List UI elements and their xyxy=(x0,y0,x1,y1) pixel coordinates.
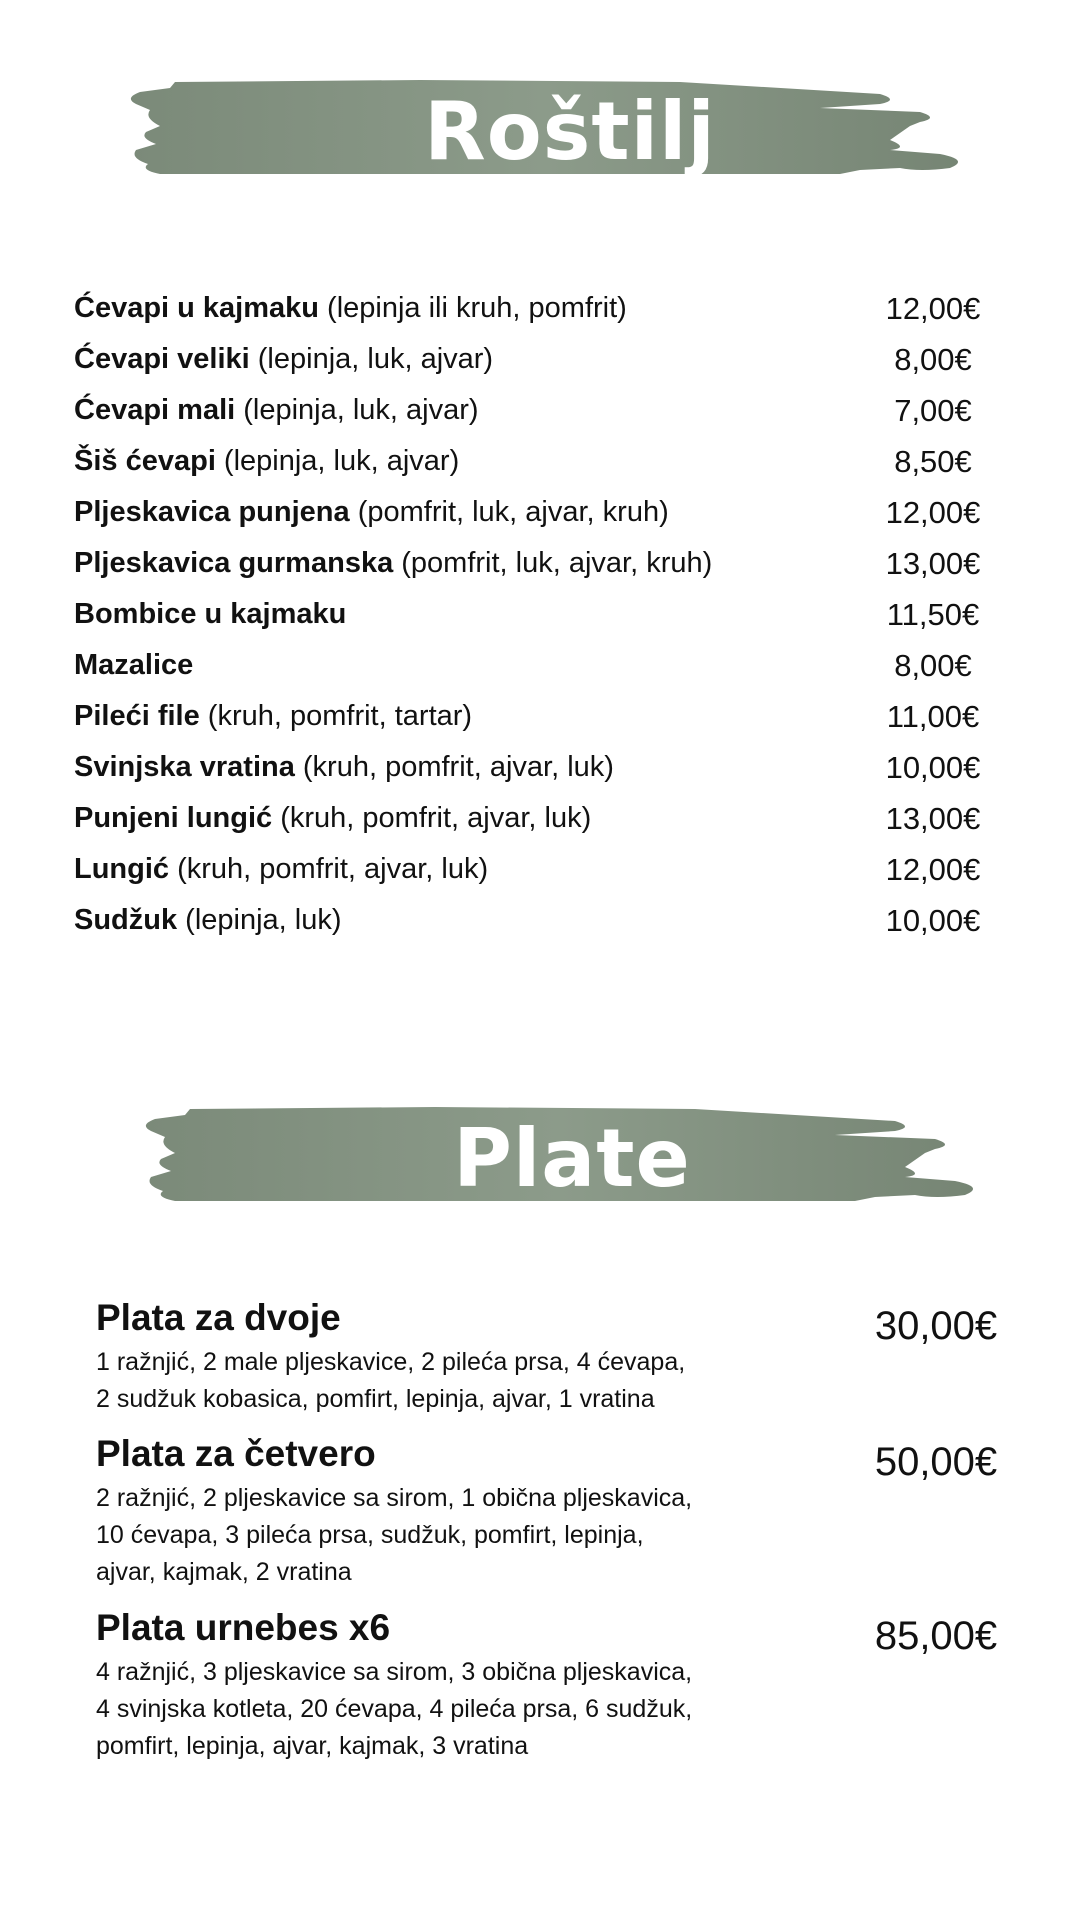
platter-price: 50,00€ xyxy=(874,1440,998,1484)
platter-description-line: 1 ražnjić, 2 male pljeskavice, 2 pileća prsa, 4 ćevapa, xyxy=(96,1348,686,1376)
menu-item-price: 8,50€ xyxy=(894,444,972,479)
platter-description-line: pomfirt, lepinja, ajvar, kajmak, 3 vratina xyxy=(96,1732,529,1760)
menu-item-description: (lepinja ili kruh, pomfrit) xyxy=(319,292,627,324)
platter-description-line: 4 svinjska kotleta, 20 ćevapa, 4 pileća prsa, 6 sudžuk, xyxy=(96,1695,693,1723)
menu-item-name: Sudžuk xyxy=(74,904,178,936)
menu-item-row xyxy=(74,589,994,640)
menu-item-price: 7,00€ xyxy=(894,393,972,428)
menu-item-description: (kruh, pomfrit, ajvar, luk) xyxy=(169,853,489,885)
menu-item-price: 11,50€ xyxy=(886,597,980,632)
menu-item-name: Mazalice xyxy=(74,649,194,681)
platter-item xyxy=(96,1606,1016,1765)
menu-item-name: Ćevapi u kajmaku xyxy=(74,292,319,324)
section-title: Roštilj xyxy=(424,85,716,178)
menu-item-name: Ćevapi mali xyxy=(74,394,236,426)
platter-title: Plata urnebes x6 xyxy=(96,1607,391,1648)
menu-item-price: 8,00€ xyxy=(894,342,972,377)
section-title: Plate xyxy=(453,1112,691,1205)
platter-title: Plata za dvoje xyxy=(96,1297,341,1338)
menu-item-row xyxy=(74,844,994,895)
menu-item-name: Bombice u kajmaku xyxy=(74,598,347,630)
platter-description-line: 10 ćevapa, 3 pileća prsa, sudžuk, pomfirt, lepinja, xyxy=(96,1521,644,1549)
menu-item-row xyxy=(74,334,994,385)
menu-item-description: (kruh, pomfrit, ajvar, luk) xyxy=(294,751,614,783)
menu-item-name: Lungić xyxy=(74,853,170,885)
menu-item-price: 11,00€ xyxy=(886,699,980,734)
menu-item-row xyxy=(74,742,994,793)
platter-description-line: 2 sudžuk kobasica, pomfirt, lepinja, ajvar, 1 vratina xyxy=(96,1385,655,1413)
platter-description xyxy=(96,1344,1016,1418)
platter-price: 85,00€ xyxy=(874,1614,998,1658)
menu-item-price: 10,00€ xyxy=(885,750,981,785)
platter-description-line: ajvar, kajmak, 2 vratina xyxy=(96,1558,352,1586)
menu-item-description: (lepinja, luk) xyxy=(177,904,342,936)
menu-item-name: Pljeskavica punjena xyxy=(74,496,350,528)
platter-price: 30,00€ xyxy=(874,1304,998,1348)
menu-item-price: 10,00€ xyxy=(885,903,981,938)
menu-item-description: (pomfrit, luk, ajvar, kruh) xyxy=(393,547,713,579)
menu-item-description: (pomfrit, luk, ajvar, kruh) xyxy=(349,496,669,528)
menu-item-price: 12,00€ xyxy=(885,495,981,530)
section-banner-rostilj xyxy=(120,78,980,178)
menu-item-name: Svinjska vratina xyxy=(74,751,295,783)
menu-item-name: Pileći file xyxy=(74,700,200,732)
menu-item-row xyxy=(74,385,994,436)
menu-item-price: 12,00€ xyxy=(885,291,981,326)
menu-item-name: Ćevapi veliki xyxy=(74,343,250,375)
menu-item-description: (kruh, pomfrit, tartar) xyxy=(199,700,473,732)
menu-item-row xyxy=(74,283,994,334)
platter-description-line: 2 ražnjić, 2 pljeskavice sa sirom, 1 obična pljeskavica, xyxy=(96,1484,693,1512)
menu-item-row xyxy=(74,895,994,946)
menu-item-price: 12,00€ xyxy=(885,852,981,887)
menu-item-description: (kruh, pomfrit, ajvar, luk) xyxy=(272,802,592,834)
menu-item-price: 13,00€ xyxy=(885,801,981,836)
menu-item-name: Pljeskavica gurmanska xyxy=(74,547,394,579)
menu-item-price: 8,00€ xyxy=(894,648,972,683)
platter-item xyxy=(96,1296,1016,1418)
section-banner-plate xyxy=(135,1105,995,1205)
platter-title: Plata za četvero xyxy=(96,1433,376,1474)
menu-item-description: (lepinja, luk, ajvar) xyxy=(235,394,479,426)
menu-item-row xyxy=(74,538,994,589)
menu-item-price: 13,00€ xyxy=(885,546,981,581)
menu-item-name: Šiš ćevapi xyxy=(74,445,216,477)
menu-item-row xyxy=(74,691,994,742)
menu-item-row xyxy=(74,487,994,538)
menu-item-description: (lepinja, luk, ajvar) xyxy=(215,445,460,477)
platter-description xyxy=(96,1654,1016,1765)
menu-item-row xyxy=(74,640,994,691)
platter-item xyxy=(96,1432,1016,1591)
platter-description xyxy=(96,1480,1016,1591)
menu-item-name: Punjeni lungić xyxy=(74,802,273,834)
grill-menu-list xyxy=(74,283,994,946)
platter-description-line: 4 ražnjić, 3 pljeskavice sa sirom, 3 obična pljeskavica, xyxy=(96,1658,693,1686)
menu-item-row xyxy=(74,793,994,844)
menu-item-description: (lepinja, luk, ajvar) xyxy=(249,343,494,375)
menu-item-row xyxy=(74,436,994,487)
